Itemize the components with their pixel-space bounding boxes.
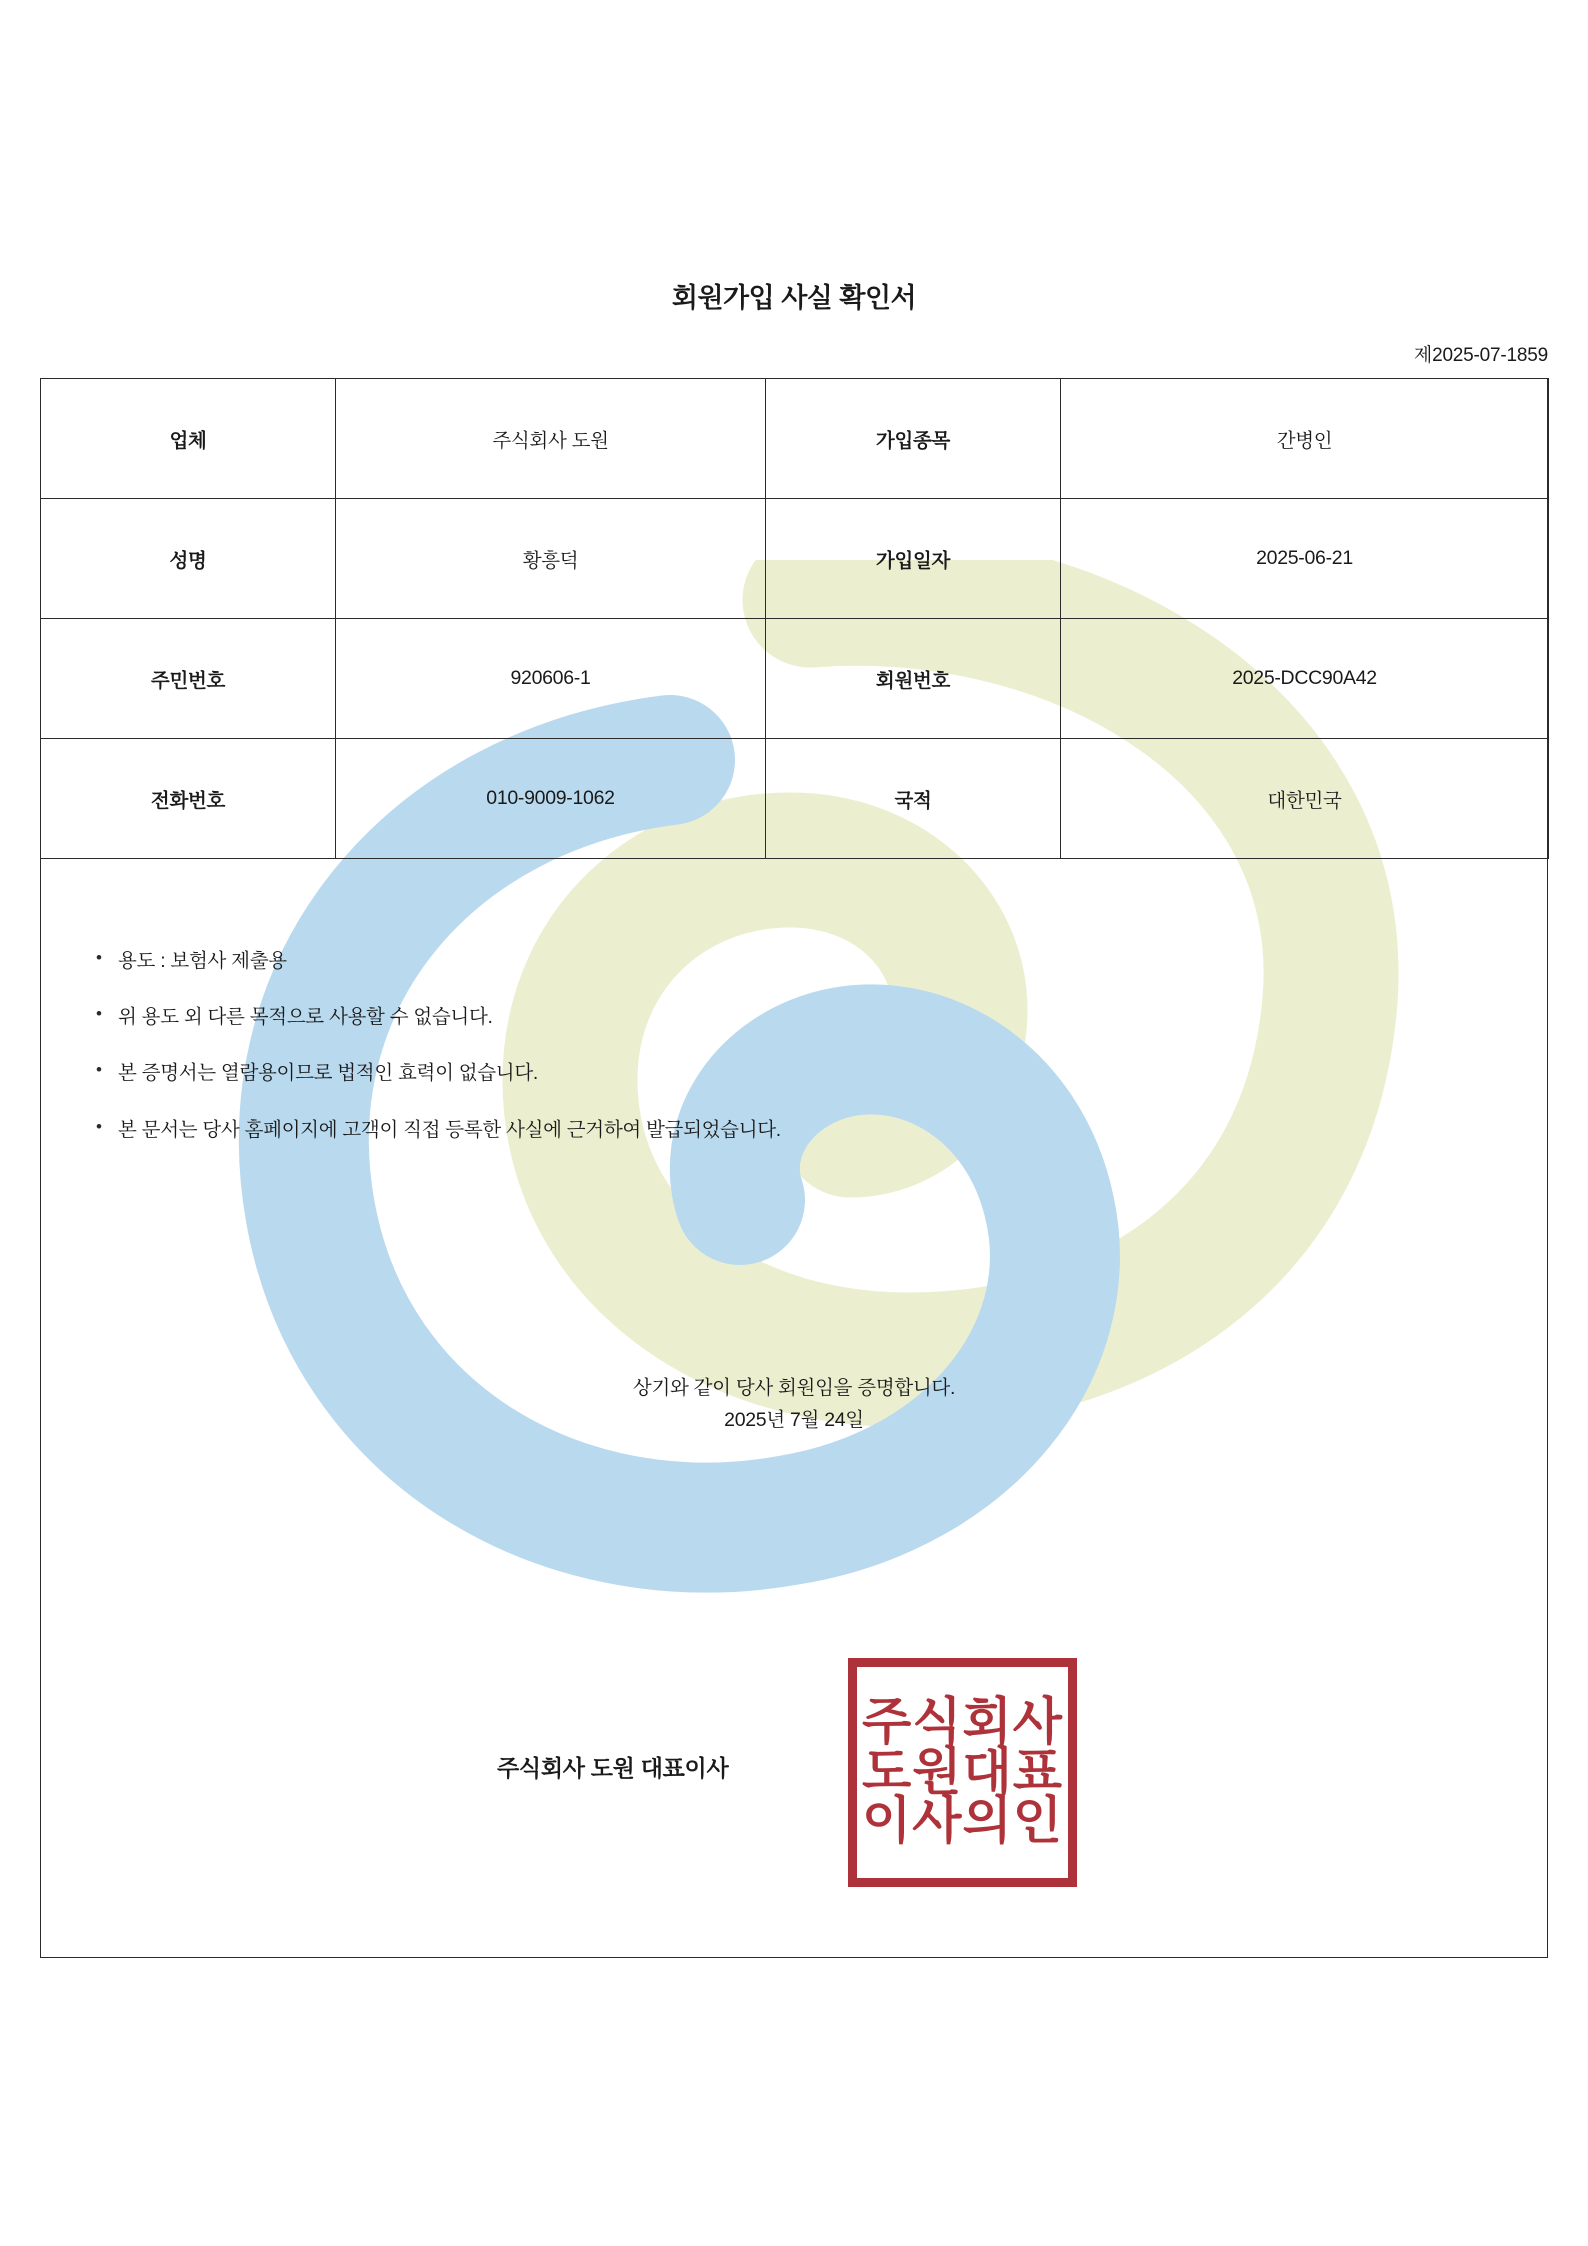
table-row — [41, 739, 1549, 859]
row-label-member-number: 회원번호 — [766, 619, 1061, 739]
row-label-join-type: 가입종목 — [766, 379, 1061, 499]
notes-list — [78, 946, 1418, 1171]
row-value-resident-number: 920606-1 — [336, 619, 766, 739]
document-number: 제2025-07-1859 — [1413, 345, 1548, 366]
company-seal-stamp — [848, 1658, 1077, 1887]
certification-line-2: 2025년 7월 24일 — [724, 1409, 864, 1432]
row-value-nationality: 대한민국 — [1061, 739, 1549, 859]
list-item: • 용도 : 보험사 제출용 — [118, 946, 1418, 976]
row-value-company: 주식회사 도원 — [336, 379, 766, 499]
row-value-member-number: 2025-DCC90A42 — [1061, 619, 1549, 739]
signature-line: 주식회사 도원 대표이사 — [497, 1755, 729, 1781]
certification-line-1: 상기와 같이 당사 회원임을 증명합니다. — [632, 1377, 956, 1399]
row-value-join-date: 2025-06-21 — [1061, 499, 1549, 619]
seal-line-2: 도원대표 — [861, 1742, 1064, 1802]
row-label-company: 업체 — [41, 379, 336, 499]
row-label-join-date: 가입일자 — [766, 499, 1061, 619]
row-label-name: 성명 — [41, 499, 336, 619]
list-item: • 본 문서는 당사 홈페이지에 고객이 직접 등록한 사실에 근거하여 발급되었습니다. — [118, 1115, 1418, 1145]
row-label-resident-number: 주민번호 — [41, 619, 336, 739]
row-value-name: 황흥덕 — [336, 499, 766, 619]
list-item: • 본 증명서는 열람용이므로 법적인 효력이 없습니다. — [118, 1058, 1418, 1088]
table-row — [41, 499, 1549, 619]
certification-statement — [0, 1372, 1588, 1436]
table-row — [41, 619, 1549, 739]
member-info-table — [40, 378, 1549, 859]
row-value-join-type: 간병인 — [1061, 379, 1549, 499]
table-row — [41, 379, 1549, 499]
row-value-phone: 010-9009-1062 — [336, 739, 766, 859]
seal-line-1: 주식회사 — [861, 1692, 1064, 1752]
list-item: • 위 용도 외 다른 목적으로 사용할 수 없습니다. — [118, 1002, 1418, 1032]
row-label-nationality: 국적 — [766, 739, 1061, 859]
page-title: 회원가입 사실 확인서 — [671, 283, 917, 313]
row-label-phone: 전화번호 — [41, 739, 336, 859]
seal-line-3: 이사의인 — [861, 1792, 1064, 1852]
